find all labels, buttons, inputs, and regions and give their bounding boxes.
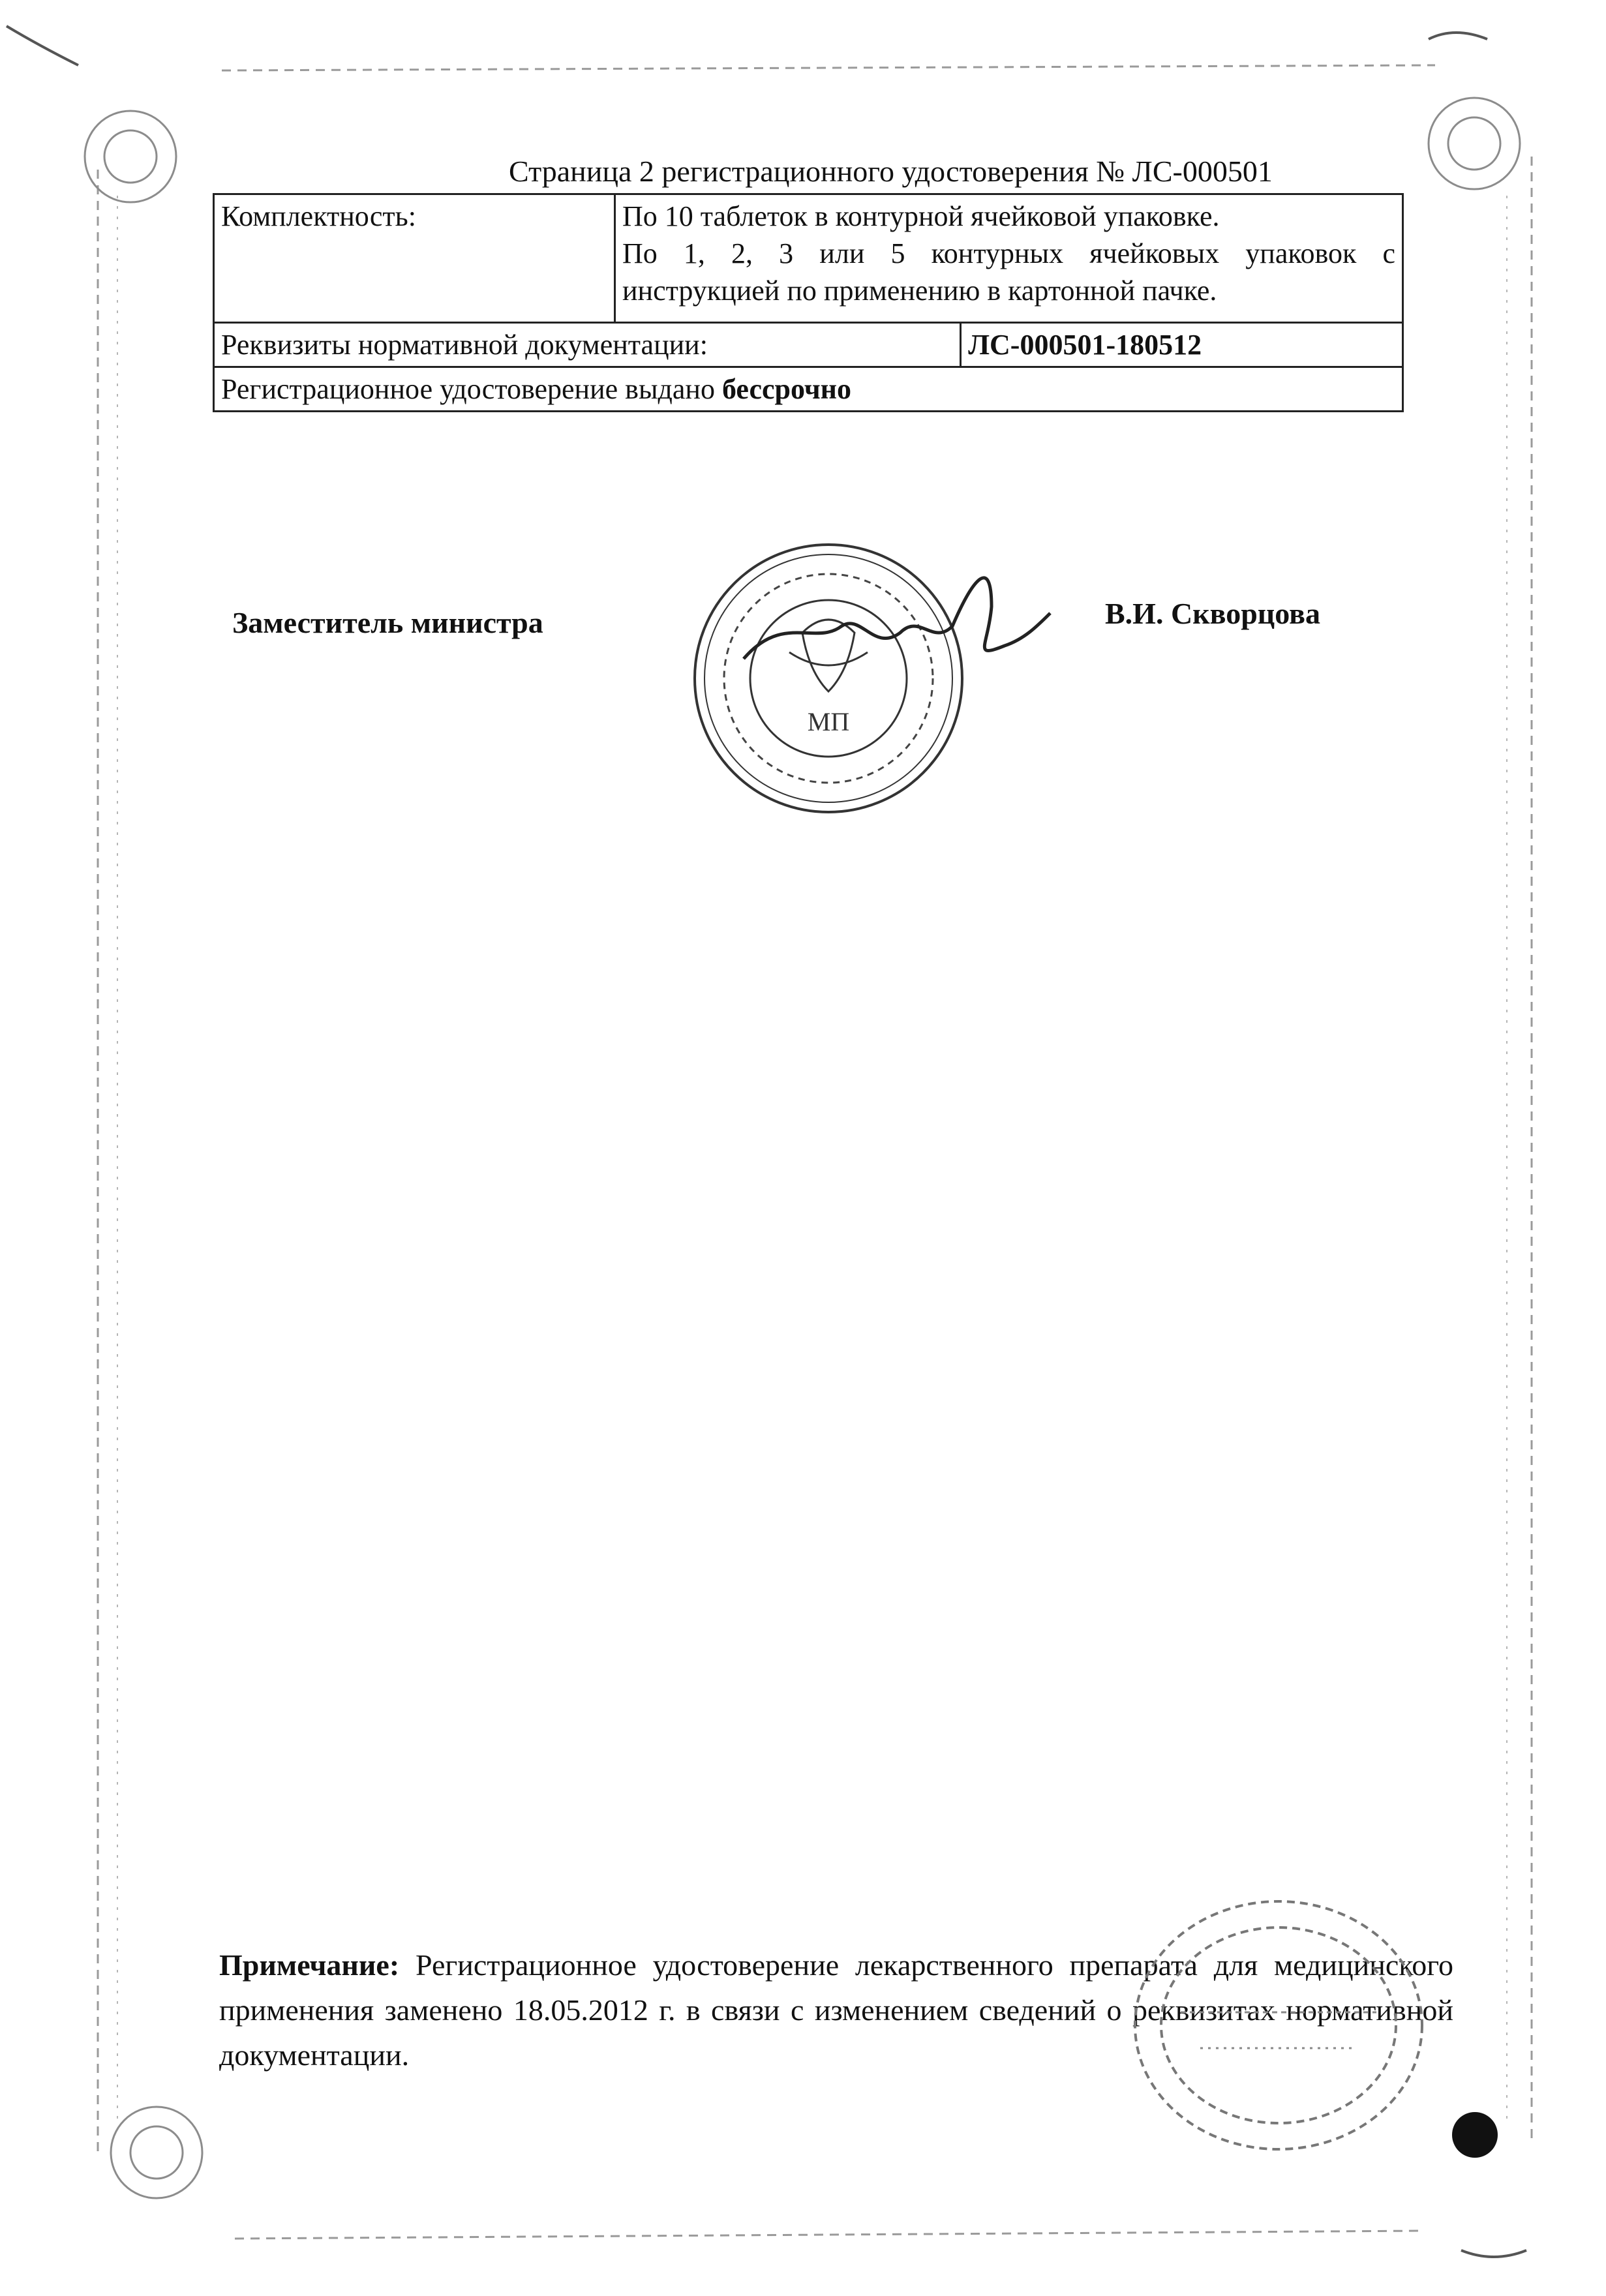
completeness-line-3: инструкцией по применению в картонной пачке. <box>622 275 1217 307</box>
normative-docs-label: Реквизиты нормативной документации: <box>214 323 961 367</box>
registration-info-table <box>213 193 1404 412</box>
signer-name: В.И. Скворцова <box>1105 597 1320 630</box>
completeness-line-2: По 1, 2, 3 или 5 контурных ячейковых упаковок с <box>622 237 1395 270</box>
seal-center-text: МП <box>807 707 850 736</box>
completeness-label: Комплектность: <box>214 194 615 323</box>
copy-certification-stamp <box>1109 1879 1448 2172</box>
signer-title: Заместитель министра <box>232 606 543 639</box>
issued-statement <box>214 367 1403 412</box>
table-row <box>214 194 1403 323</box>
handwritten-signature <box>744 578 1050 659</box>
note-text: Регистрационное удостоверение лекарственного препарата для медицинского применения заменено 18.05.2012 г. в связи с изменением сведений о реквизитах нормативной документации. <box>219 1948 1453 2072</box>
punch-hole-mark <box>1452 2112 1498 2158</box>
completeness-line-1: По 10 таблеток в контурной ячейковой упаковке. <box>622 200 1220 232</box>
normative-docs-value: ЛС-000501-180512 <box>961 323 1403 367</box>
note-label: Примечание: <box>219 1948 400 1982</box>
issued-text: Регистрационное удостоверение выдано <box>221 373 722 406</box>
table-row <box>214 323 1403 367</box>
table-row <box>214 367 1403 412</box>
completeness-value <box>615 194 1403 323</box>
page-header: Страница 2 регистрационного удостоверения № ЛС-000501 <box>509 155 1273 188</box>
official-seal <box>665 515 1057 841</box>
issued-term: бессрочно <box>721 373 852 406</box>
